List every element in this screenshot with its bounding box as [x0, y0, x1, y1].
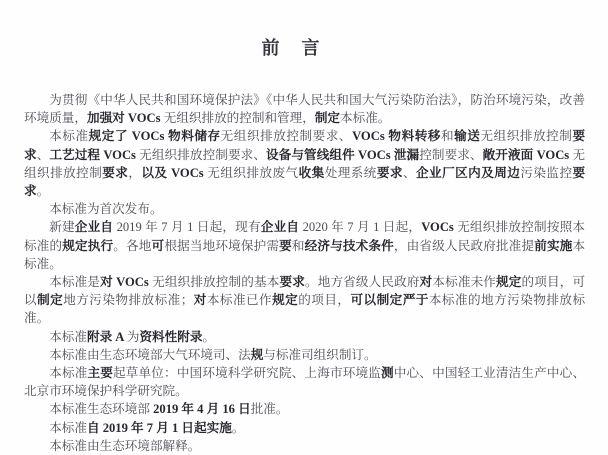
- text-run: 与标准司组织制订。: [263, 347, 377, 362]
- text-run: 。: [231, 420, 245, 435]
- text-run: 本标准: [49, 129, 89, 144]
- bold-text-run: 设备与管线组件 VOCs 泄漏: [266, 147, 420, 162]
- text-run: 污染监控: [520, 165, 573, 180]
- bold-text-run: 可: [151, 238, 165, 253]
- text-run: 。: [36, 184, 50, 199]
- text-run: 本标准由生态环境部大气环境司、法: [49, 347, 251, 362]
- preface-body: [24, 91, 585, 455]
- bold-text-run: 对: [419, 275, 433, 290]
- text-run: 、: [36, 147, 50, 162]
- bold-text-run: 工艺过程 VOCs: [49, 147, 140, 162]
- text-run: 。各地: [113, 238, 152, 253]
- bold-text-run: 可以制定严于: [350, 293, 429, 308]
- bold-text-run: 制定: [37, 293, 64, 308]
- text-run: 本标准。: [340, 111, 391, 126]
- bold-text-run: 要求: [102, 165, 129, 180]
- text-run: 无组织排放的控制和管理，: [163, 111, 315, 126]
- text-run: 控制要求、: [419, 147, 483, 162]
- text-run: 无组织排放控制要求、: [220, 129, 353, 144]
- text-run: 为贯彻《中华人民共和国环境保护法》《中华人民共和国大气污染防治法》，防治环境污染，改善环境质量，: [24, 93, 585, 126]
- bold-text-run: 要求: [24, 129, 586, 162]
- bold-text-run: 前实施: [534, 238, 573, 253]
- bold-text-run: 经济与技术条件: [304, 238, 394, 253]
- bold-text-run: 输送: [454, 129, 481, 144]
- bold-text-run: 自 2019 年 7 月 1 日起实施: [86, 420, 232, 435]
- text-run: 和: [441, 129, 455, 144]
- page-title: 前 言: [261, 38, 322, 58]
- bold-text-run: 规定执行: [62, 238, 114, 253]
- text-run: 、: [402, 165, 416, 180]
- bold-text-run: 资料性附录: [139, 329, 203, 344]
- text-run: 本标准已作: [206, 293, 273, 308]
- text-run: 本标准是: [49, 275, 101, 290]
- paragraph: [24, 364, 585, 400]
- text-run: 中心、中国轻工业清洁生产中心、北京市环境保护科学研究院。: [24, 366, 586, 399]
- text-run: 本标准为首次发布。: [49, 202, 163, 217]
- bold-text-run: 敞开液面 VOCs: [482, 147, 573, 162]
- text-run: ，由省级人民政府批准提: [393, 238, 535, 253]
- text-run: 处理系统: [324, 165, 377, 180]
- text-run: 2019 年 7 月 1 日起，现有: [113, 220, 261, 235]
- text-run: 本标准: [49, 420, 87, 435]
- bold-text-run: 加强对 VOCs: [86, 111, 164, 126]
- text-run: 本标准的地方污染物排放标准。: [24, 293, 586, 326]
- paragraph: [24, 200, 585, 218]
- text-run: 的项目，: [298, 293, 351, 308]
- text-run: 和: [291, 238, 305, 253]
- bold-text-run: 主要: [87, 366, 114, 381]
- bold-text-run: 要: [279, 238, 292, 253]
- text-run: 无组织排放控制按照本标准的: [24, 220, 586, 253]
- text-run: 。: [202, 329, 216, 344]
- text-run: 本标准由生态环境部解释。: [49, 438, 201, 453]
- bold-text-run: 要求: [24, 165, 586, 199]
- bold-text-run: VOCs: [421, 220, 458, 235]
- text-run: ，: [128, 165, 142, 180]
- text-run: 2020 年 7 月 1 日起，: [299, 220, 422, 235]
- text-run: 为: [126, 329, 140, 344]
- paragraph: [24, 419, 585, 437]
- paragraph: [24, 91, 585, 127]
- paragraph: [24, 218, 585, 273]
- paragraph: [24, 346, 585, 364]
- text-run: 本标准未作: [432, 275, 497, 290]
- bold-text-run: 企业厂区内及周边: [416, 165, 521, 180]
- text-run: 无组织排放废气: [207, 165, 299, 180]
- bold-text-run: VOCs 物料转移: [352, 129, 441, 144]
- bold-text-run: 制定: [314, 111, 340, 126]
- text-run: 本标准。: [24, 238, 586, 271]
- bold-text-run: 要求: [279, 275, 305, 290]
- bold-text-run: 企业自: [260, 220, 300, 235]
- text-run: 起草单位：中国环境科学研究院、上海市环境监: [113, 366, 382, 381]
- bold-text-run: 规定了 VOCs 物料储存: [88, 129, 221, 144]
- bold-text-run: 对: [193, 293, 207, 308]
- text-run: 新建: [49, 220, 75, 235]
- text-run: 地方污染物排放标准；: [63, 293, 194, 308]
- bold-text-run: 规定: [272, 293, 299, 308]
- bold-text-run: 企业自: [74, 220, 114, 235]
- bold-text-run: 规定: [496, 275, 522, 290]
- text-run: 。地方省级人民政府: [304, 275, 420, 290]
- bold-text-run: 规: [250, 347, 264, 362]
- text-run: 无组织排放控制要求、: [139, 147, 266, 162]
- text-run: 批准。: [250, 402, 289, 417]
- bold-text-run: 对 VOCs: [100, 275, 153, 290]
- text-run: 本标准: [49, 366, 88, 381]
- text-run: 本标准: [49, 329, 87, 344]
- bold-text-run: 收集: [298, 165, 325, 180]
- text-run: 无组织排放控制: [480, 129, 573, 144]
- text-run: 根据当地环境保护需: [164, 238, 280, 253]
- bold-text-run: 附录 A: [86, 329, 127, 344]
- paragraph: [24, 437, 585, 455]
- text-run: 无组织排放控制: [24, 147, 586, 180]
- bold-text-run: 2019 年 4 月 16 日: [153, 402, 251, 417]
- text-run: 本标准生态环境部: [49, 402, 154, 417]
- paragraph: [24, 273, 585, 328]
- text-run: 无组织排放控制的基本: [152, 275, 280, 290]
- paragraph: [24, 127, 585, 200]
- bold-text-run: 要求: [376, 165, 403, 180]
- text-run: 的项目，可以: [24, 275, 586, 308]
- bold-text-run: 测: [381, 366, 394, 381]
- paragraph: [24, 328, 585, 346]
- bold-text-run: 以及 VOCs: [141, 165, 208, 180]
